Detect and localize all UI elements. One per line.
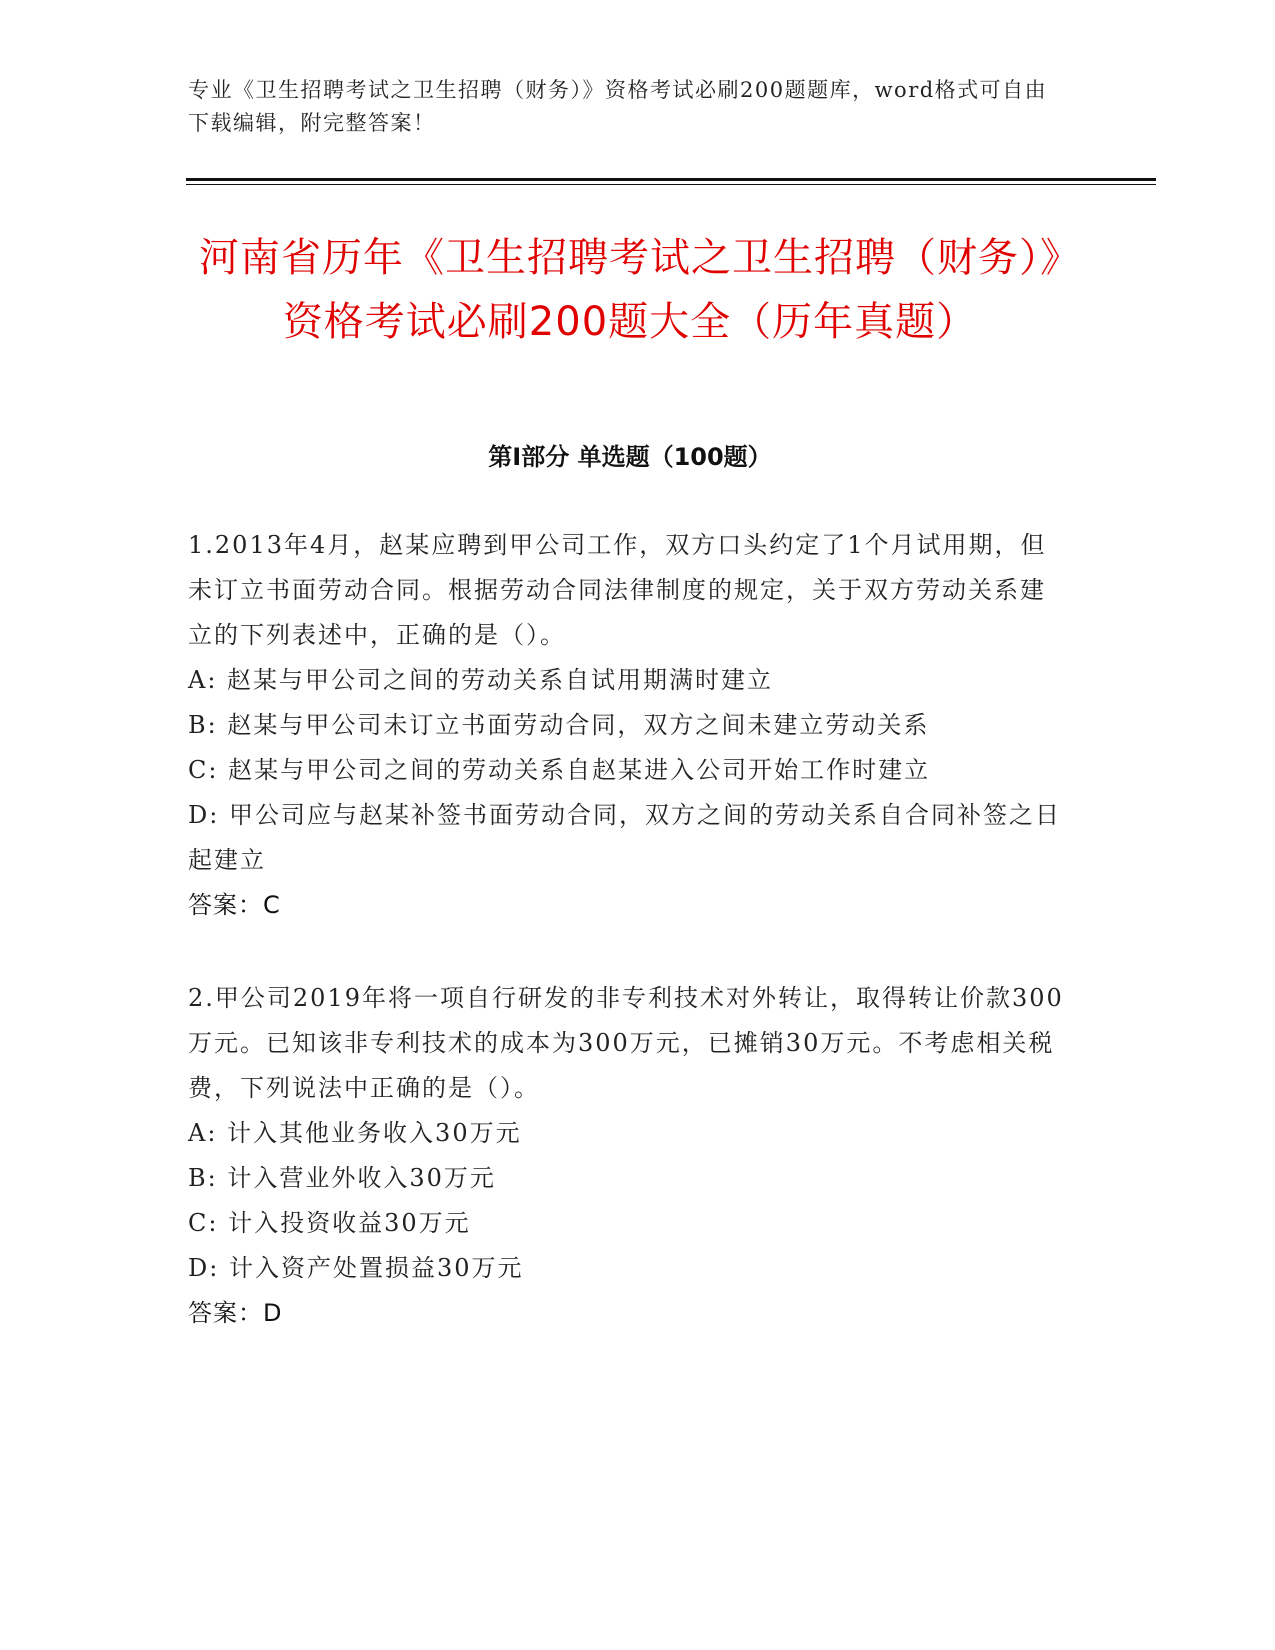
answer-line: 答案：D: [188, 1299, 283, 1327]
question-block-2: [188, 976, 1068, 1336]
option-a: A: 赵某与甲公司之间的劳动关系自试用期满时建立: [188, 666, 774, 694]
option-b: B: 赵某与甲公司未订立书面劳动合同，双方之间未建立劳动关系: [188, 711, 930, 739]
option-d: D: 甲公司应与赵某补签书面劳动合同，双方之间的劳动关系自合同补签之日起建立: [188, 801, 1061, 874]
option-c: C: 计入投资收益30万元: [188, 1209, 471, 1237]
question-stem: 2.甲公司2019年将一项自行研发的非专利技术对外转让，取得转让价款300万元。已知该非专利技术的成本为300万元，已摊销30万元。不考虑相关税费，下列说法中正确的是（）。: [188, 984, 1064, 1102]
header-note: 专业《卫生招聘考试之卫生招聘（财务）》资格考试必刷200题题库，word格式可自由下载编辑，附完整答案！: [188, 78, 1048, 135]
question-stem: 1.2013年4月，赵某应聘到甲公司工作，双方口头约定了1个月试用期，但未订立书面劳动合同。根据劳动合同法律制度的规定，关于双方劳动关系建立的下列表述中，正确的是（）。: [188, 531, 1047, 649]
section-heading: 第I部分 单选题（100题）: [488, 443, 772, 471]
option-d: D: 计入资产处置损益30万元: [188, 1254, 524, 1282]
option-c: C: 赵某与甲公司之间的劳动关系自赵某进入公司开始工作时建立: [188, 756, 931, 784]
document-title: 河南省历年《卫生招聘考试之卫生招聘（财务）》资格考试必刷200题大全（历年真题）: [199, 235, 1061, 345]
question-block-1: [188, 523, 1068, 928]
header-divider-thin: [186, 184, 1156, 185]
option-a: A: 计入其他业务收入30万元: [188, 1119, 522, 1147]
header-divider-thick: [186, 178, 1156, 181]
answer-line: 答案：C: [188, 891, 281, 919]
option-b: B: 计入营业外收入30万元: [188, 1164, 496, 1192]
